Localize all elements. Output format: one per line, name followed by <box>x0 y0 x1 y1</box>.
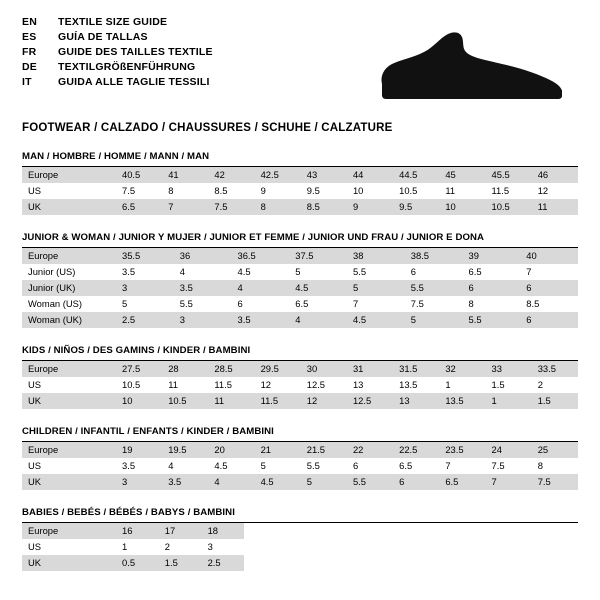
size-cell: 7.5 <box>208 199 254 215</box>
group-title: KIDS / NIÑOS / DES GAMINS / KINDER / BAMBINI <box>22 345 251 356</box>
size-cell: 2.5 <box>202 555 245 571</box>
size-cell: 45 <box>439 167 485 183</box>
size-cell: 8 <box>255 199 301 215</box>
size-cell: 5.5 <box>301 458 347 474</box>
size-cell: 8 <box>532 458 578 474</box>
size-cell: 1.5 <box>159 555 202 571</box>
size-cell: 35.5 <box>116 248 174 264</box>
table-row <box>22 167 578 183</box>
row-label: Europe <box>22 361 116 377</box>
size-cell: 6.5 <box>116 199 162 215</box>
size-cell: 41 <box>162 167 208 183</box>
size-cell: 5 <box>347 280 405 296</box>
size-cell: 3.5 <box>116 458 162 474</box>
size-cell: 6.5 <box>393 458 439 474</box>
size-cell: 6 <box>463 280 521 296</box>
document-header <box>22 16 578 108</box>
size-cell: 8.5 <box>208 183 254 199</box>
size-cell: 3 <box>202 539 245 555</box>
size-table-body <box>22 361 578 409</box>
size-cell: 5.5 <box>174 296 232 312</box>
row-label: US <box>22 183 116 199</box>
size-cell: 16 <box>116 523 159 539</box>
table-row <box>22 183 578 199</box>
language-title-list <box>22 16 213 91</box>
size-table-junior-woman <box>22 248 578 328</box>
size-cell: 1 <box>486 393 532 409</box>
language-title: TEXTILE SIZE GUIDE <box>58 16 168 28</box>
size-cell: 0.5 <box>116 555 159 571</box>
size-cell: 8.5 <box>301 199 347 215</box>
size-cell: 6 <box>405 264 463 280</box>
size-cell: 19.5 <box>162 442 208 458</box>
group-title: JUNIOR & WOMAN / JUNIOR Y MUJER / JUNIOR ET FEMME / JUNIOR UND FRAU / JUNIOR E DONA <box>22 232 485 243</box>
language-title: TEXTILGRÖßENFÜHRUNG <box>58 61 196 74</box>
size-cell: 7.5 <box>405 296 463 312</box>
table-row <box>22 458 578 474</box>
dress-shoe-icon <box>374 28 570 104</box>
size-cell: 4.5 <box>347 312 405 328</box>
size-cell: 21 <box>255 442 301 458</box>
size-cell: 3.5 <box>116 264 174 280</box>
size-cell: 21.5 <box>301 442 347 458</box>
row-label: Junior (US) <box>22 264 116 280</box>
size-cell: 25 <box>532 442 578 458</box>
table-row <box>22 523 244 539</box>
size-cell: 10 <box>439 199 485 215</box>
size-cell: 11 <box>532 199 578 215</box>
language-title: GUÍA DE TALLAS <box>58 31 148 44</box>
table-row <box>22 264 578 280</box>
language-row <box>22 31 213 46</box>
size-cell: 42 <box>208 167 254 183</box>
size-cell: 5 <box>255 458 301 474</box>
size-cell: 12.5 <box>301 377 347 393</box>
size-table-man <box>22 167 578 215</box>
row-label: UK <box>22 393 116 409</box>
footwear-category-title: FOOTWEAR / CALZADO / CHAUSSURES / SCHUHE / CALZATURE <box>22 122 393 134</box>
row-label: Europe <box>22 442 116 458</box>
size-table-kids <box>22 361 578 409</box>
table-row <box>22 393 578 409</box>
size-cell: 10.5 <box>393 183 439 199</box>
size-cell: 7 <box>347 296 405 312</box>
size-cell: 11.5 <box>255 393 301 409</box>
size-cell: 23.5 <box>439 442 485 458</box>
size-cell: 1.5 <box>532 393 578 409</box>
size-cell: 5 <box>301 474 347 490</box>
size-cell: 5.5 <box>347 474 393 490</box>
language-title: GUIDE DES TAILLES TEXTILE <box>58 46 213 59</box>
size-cell: 12.5 <box>347 393 393 409</box>
size-cell: 5 <box>116 296 174 312</box>
size-table-body <box>22 167 578 215</box>
size-cell: 6 <box>232 296 290 312</box>
size-cell: 11 <box>208 393 254 409</box>
language-code: FR <box>22 46 37 59</box>
size-cell: 1.5 <box>486 377 532 393</box>
size-cell: 2 <box>532 377 578 393</box>
size-cell: 3.5 <box>174 280 232 296</box>
size-cell: 13 <box>393 393 439 409</box>
row-label: US <box>22 377 116 393</box>
size-cell: 32 <box>439 361 485 377</box>
size-cell: 38 <box>347 248 405 264</box>
size-cell: 7 <box>520 264 578 280</box>
size-cell: 28.5 <box>208 361 254 377</box>
language-row <box>22 61 213 76</box>
size-cell: 8 <box>162 183 208 199</box>
size-group-man <box>22 151 578 215</box>
size-cell: 30 <box>301 361 347 377</box>
size-cell: 44.5 <box>393 167 439 183</box>
size-cell: 9 <box>255 183 301 199</box>
language-code: EN <box>22 16 37 28</box>
row-label: Woman (UK) <box>22 312 116 328</box>
size-cell: 4.5 <box>255 474 301 490</box>
size-cell: 44 <box>347 167 393 183</box>
size-cell: 3 <box>116 474 162 490</box>
size-cell: 4 <box>174 264 232 280</box>
language-code: DE <box>22 61 37 74</box>
language-title: GUIDA ALLE TAGLIE TESSILI <box>58 76 210 89</box>
size-cell: 8 <box>463 296 521 312</box>
size-cell: 7 <box>162 199 208 215</box>
size-cell: 9 <box>347 199 393 215</box>
size-cell: 18 <box>202 523 245 539</box>
size-cell: 40 <box>520 248 578 264</box>
size-group-children <box>22 426 578 490</box>
language-code: IT <box>22 76 32 89</box>
row-label: Europe <box>22 523 116 539</box>
row-label: Junior (UK) <box>22 280 116 296</box>
size-cell: 36 <box>174 248 232 264</box>
size-cell: 22 <box>347 442 393 458</box>
size-group-junior-woman <box>22 232 578 328</box>
size-cell: 42.5 <box>255 167 301 183</box>
size-cell: 6 <box>520 312 578 328</box>
size-cell: 38.5 <box>405 248 463 264</box>
size-cell: 22.5 <box>393 442 439 458</box>
size-cell: 6.5 <box>439 474 485 490</box>
size-cell: 20 <box>208 442 254 458</box>
size-cell: 33.5 <box>532 361 578 377</box>
table-row <box>22 555 244 571</box>
language-row <box>22 76 213 91</box>
size-cell: 10 <box>347 183 393 199</box>
size-cell: 11 <box>439 183 485 199</box>
size-cell: 11.5 <box>208 377 254 393</box>
size-cell: 4.5 <box>289 280 347 296</box>
row-label: Europe <box>22 248 116 264</box>
size-cell: 7.5 <box>532 474 578 490</box>
row-label: US <box>22 539 116 555</box>
size-cell: 12 <box>301 393 347 409</box>
size-cell: 45.5 <box>486 167 532 183</box>
size-cell: 24 <box>486 442 532 458</box>
size-cell: 31 <box>347 361 393 377</box>
size-cell: 9.5 <box>393 199 439 215</box>
table-row <box>22 474 578 490</box>
size-cell: 6.5 <box>463 264 521 280</box>
size-table-body <box>22 523 244 571</box>
size-cell: 5.5 <box>405 280 463 296</box>
size-cell: 10.5 <box>116 377 162 393</box>
size-cell: 6.5 <box>289 296 347 312</box>
size-cell: 46 <box>532 167 578 183</box>
size-group-kids <box>22 345 578 409</box>
row-label: UK <box>22 199 116 215</box>
size-cell: 9.5 <box>301 183 347 199</box>
row-label: UK <box>22 474 116 490</box>
size-cell: 5.5 <box>347 264 405 280</box>
table-row <box>22 539 244 555</box>
size-cell: 4.5 <box>208 458 254 474</box>
size-cell: 31.5 <box>393 361 439 377</box>
size-cell: 5.5 <box>463 312 521 328</box>
size-cell: 3 <box>174 312 232 328</box>
table-row <box>22 280 578 296</box>
size-cell: 37.5 <box>289 248 347 264</box>
row-label: Europe <box>22 167 116 183</box>
table-row <box>22 296 578 312</box>
size-table-body <box>22 442 578 490</box>
size-cell: 3.5 <box>232 312 290 328</box>
language-title-list-body <box>22 16 213 91</box>
size-cell: 19 <box>116 442 162 458</box>
size-cell: 7 <box>486 474 532 490</box>
size-cell: 36.5 <box>232 248 290 264</box>
size-table-body <box>22 248 578 328</box>
row-label: Woman (US) <box>22 296 116 312</box>
size-cell: 2.5 <box>116 312 174 328</box>
size-cell: 3 <box>116 280 174 296</box>
table-row <box>22 312 578 328</box>
size-cell: 13.5 <box>439 393 485 409</box>
size-table-children <box>22 442 578 490</box>
size-cell: 27.5 <box>116 361 162 377</box>
language-row <box>22 46 213 61</box>
table-row <box>22 442 578 458</box>
group-title: BABIES / BEBÉS / BÉBÉS / BABYS / BAMBINI <box>22 507 235 518</box>
size-cell: 2 <box>159 539 202 555</box>
size-group-babies <box>22 507 578 571</box>
size-cell: 39 <box>463 248 521 264</box>
size-cell: 1 <box>439 377 485 393</box>
size-cell: 7.5 <box>486 458 532 474</box>
size-cell: 6 <box>347 458 393 474</box>
size-cell: 40.5 <box>116 167 162 183</box>
size-cell: 11.5 <box>486 183 532 199</box>
table-row <box>22 377 578 393</box>
size-cell: 4.5 <box>232 264 290 280</box>
size-cell: 5 <box>289 264 347 280</box>
size-cell: 17 <box>159 523 202 539</box>
size-cell: 4 <box>162 458 208 474</box>
size-cell: 11 <box>162 377 208 393</box>
size-cell: 12 <box>532 183 578 199</box>
table-row <box>22 248 578 264</box>
size-cell: 6 <box>520 280 578 296</box>
size-cell: 10.5 <box>486 199 532 215</box>
size-cell: 10.5 <box>162 393 208 409</box>
size-cell: 7 <box>439 458 485 474</box>
size-cell: 43 <box>301 167 347 183</box>
size-cell: 8.5 <box>520 296 578 312</box>
size-cell: 10 <box>116 393 162 409</box>
group-title: CHILDREN / INFANTIL / ENFANTS / KINDER / BAMBINI <box>22 426 274 437</box>
table-row <box>22 361 578 377</box>
size-cell: 5 <box>405 312 463 328</box>
size-cell: 3.5 <box>162 474 208 490</box>
table-row <box>22 199 578 215</box>
size-cell: 7.5 <box>116 183 162 199</box>
size-cell: 28 <box>162 361 208 377</box>
size-cell: 6 <box>393 474 439 490</box>
size-cell: 4 <box>289 312 347 328</box>
size-cell: 12 <box>255 377 301 393</box>
size-cell: 4 <box>208 474 254 490</box>
group-title: MAN / HOMBRE / HOMME / MANN / MAN <box>22 151 210 162</box>
size-cell: 29.5 <box>255 361 301 377</box>
language-row <box>22 16 213 31</box>
size-table-babies <box>22 523 244 571</box>
language-code: ES <box>22 31 37 44</box>
size-cell: 4 <box>232 280 290 296</box>
size-cell: 33 <box>486 361 532 377</box>
size-cell: 13 <box>347 377 393 393</box>
size-cell: 1 <box>116 539 159 555</box>
size-cell: 13.5 <box>393 377 439 393</box>
row-label: US <box>22 458 116 474</box>
row-label: UK <box>22 555 116 571</box>
